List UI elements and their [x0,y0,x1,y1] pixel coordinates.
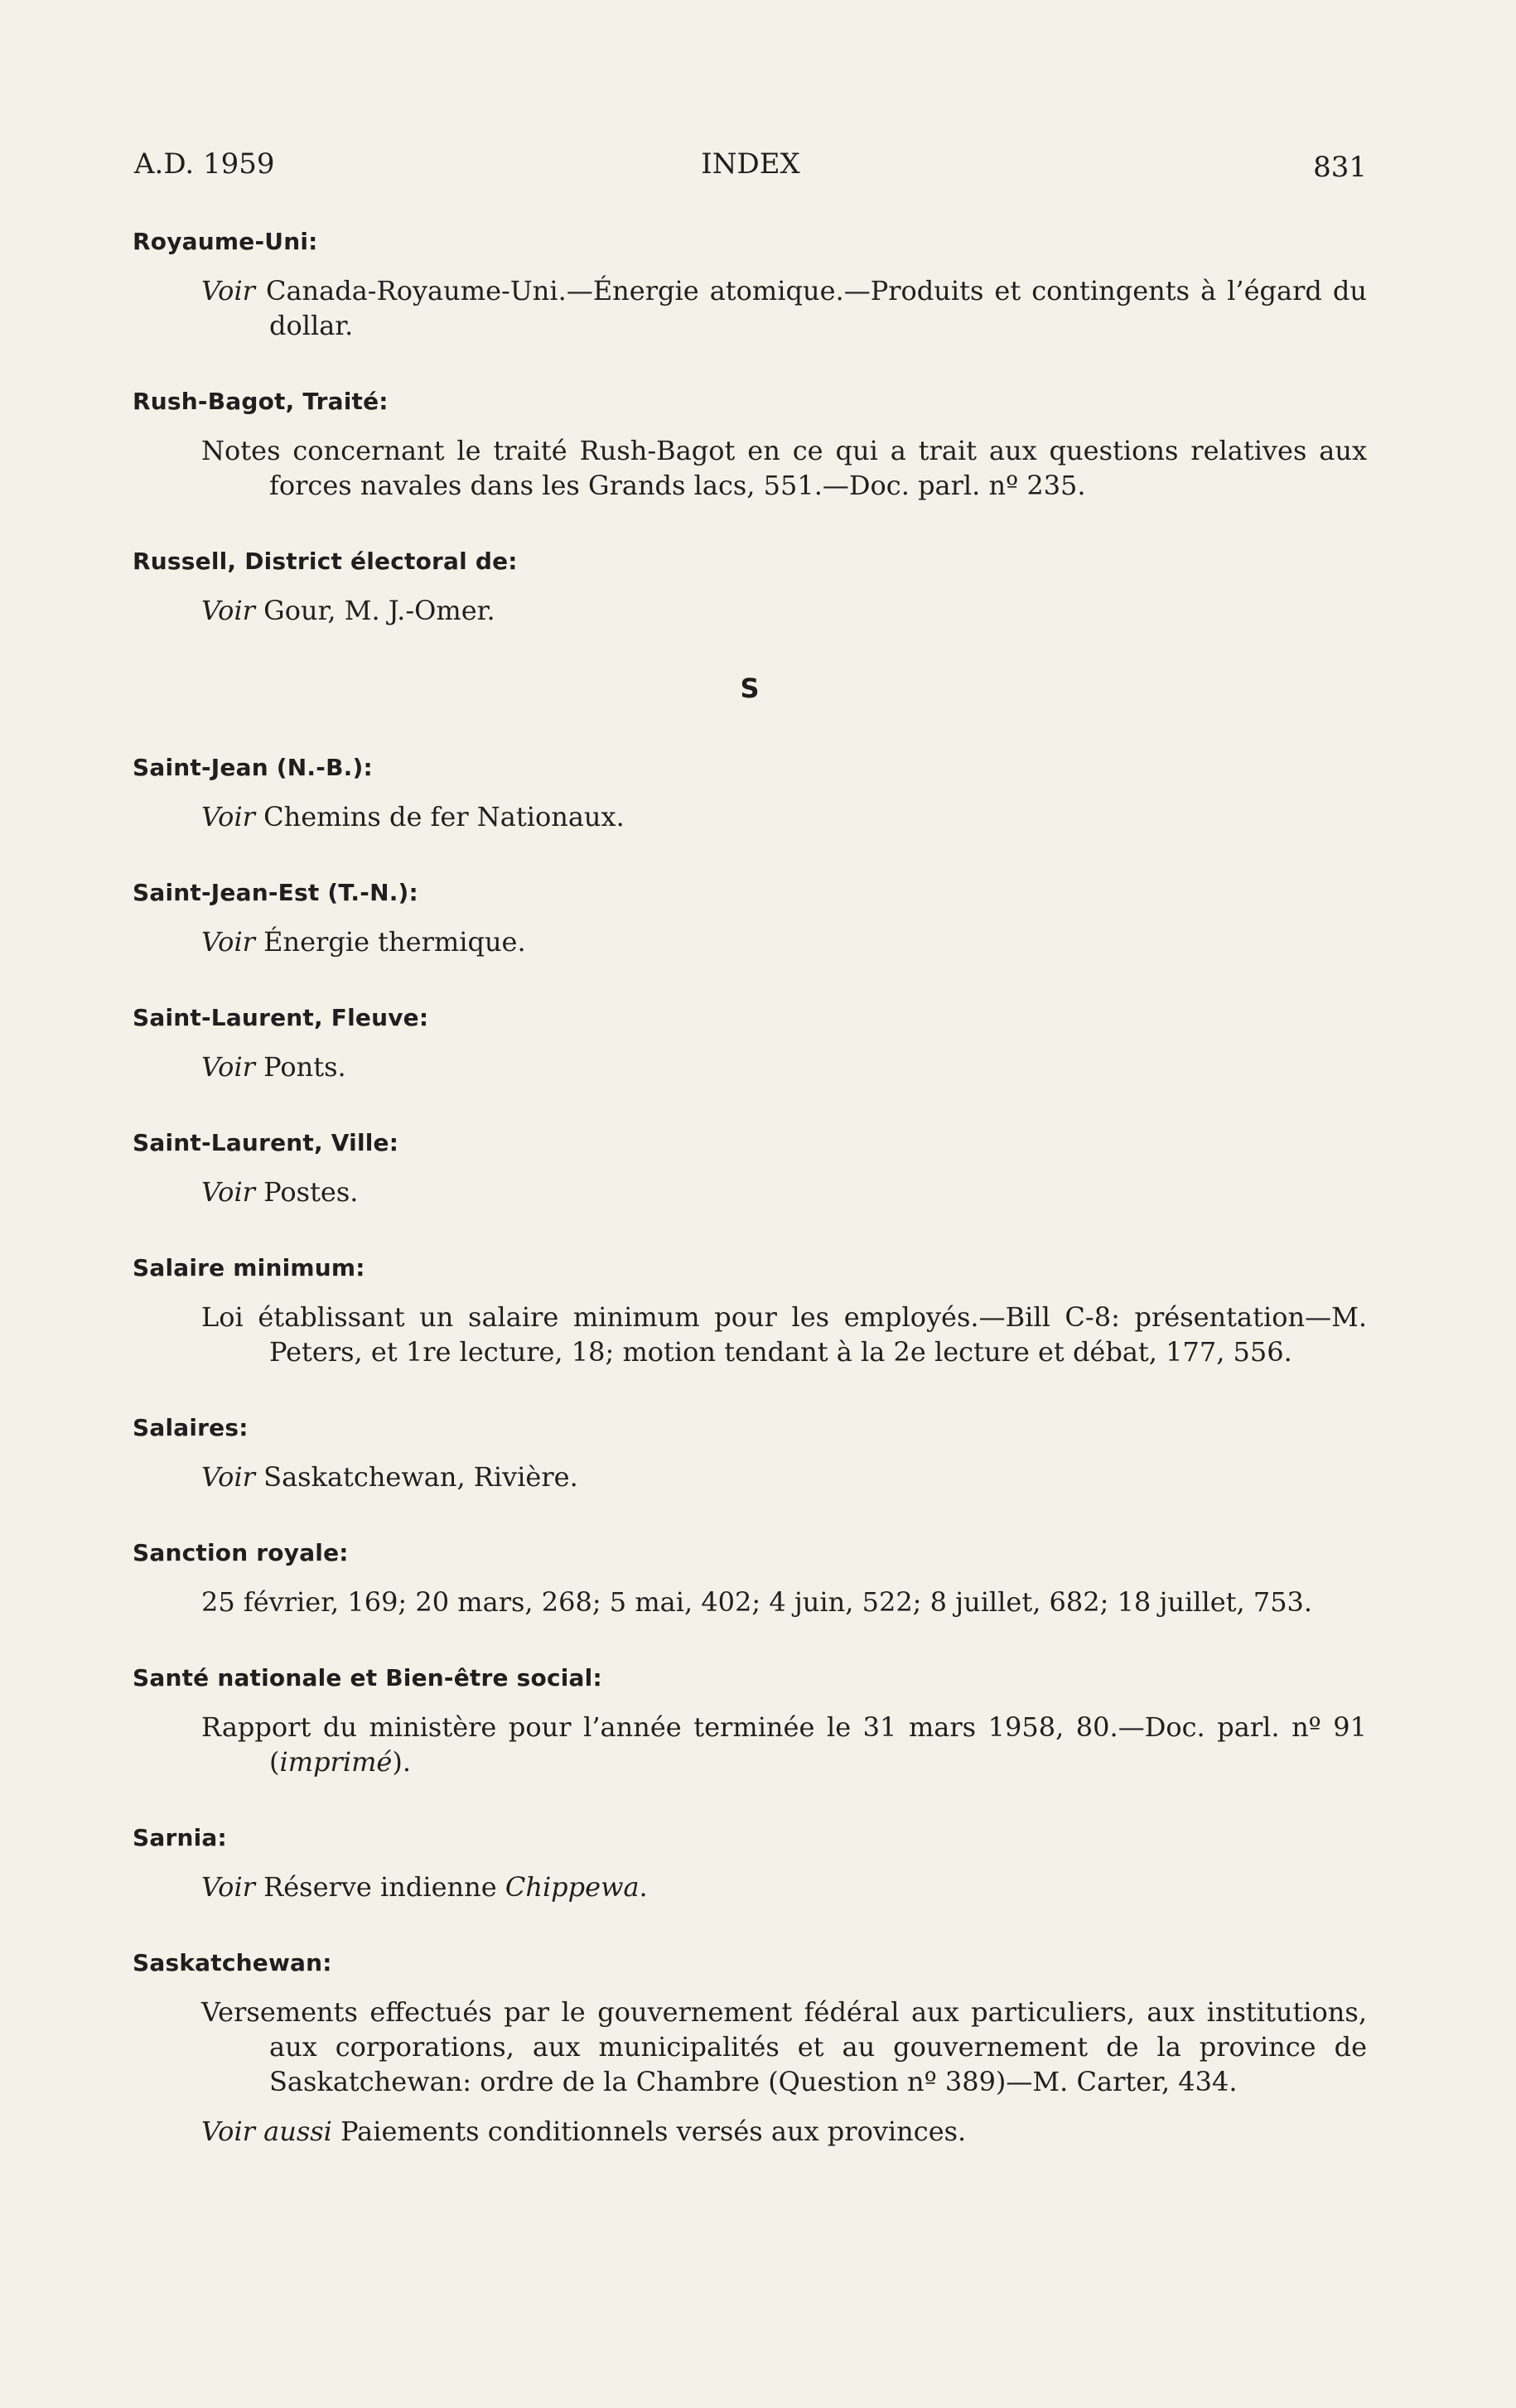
index-entry [133,228,1367,388]
entry-heading: Saint-Jean (N.-B.): [133,754,373,781]
entry-heading: Sarnia: [133,1824,227,1851]
entry-body: Chemins de fer Nationaux. [254,801,625,832]
entry-heading: Saint-Jean-Est (T.-N.): [133,879,418,906]
index-entry [133,1664,1367,1824]
see-reference: Voir [201,1871,255,1903]
entry-text [201,1300,1367,1369]
index-entry [133,1824,1367,1949]
entry-body-end: ). [392,1746,412,1778]
entry-heading: Saint-Laurent, Ville: [133,1129,399,1156]
entry-body: Énergie thermique. [254,926,526,958]
entry-heading: Rush-Bagot, Traité: [133,388,389,415]
entry-heading: Saint-Laurent, Fleuve: [133,1004,429,1031]
see-reference: Voir aussi [201,2116,332,2147]
entry-text [201,1710,1367,1779]
entry-heading: Santé nationale et Bien-être social: [133,1664,602,1691]
entries-before-section [133,228,1367,673]
entry-heading: Salaire minimum: [133,1254,365,1281]
entry-text [201,1460,1367,1494]
entry-body: Notes concernant le traité Rush-Bagot en ce qui a trait aux questions relatives aux forces navales dans les Grands lacs, 551.—Doc. parl. nº 235. [201,435,1367,501]
page-number: 831 [1313,151,1367,184]
entry-body: Loi établissant un salaire minimum pour les employés.—Bill C-8: présentation—M. Peters, et 1re lecture, 18; motion tendant à la 2e lecture et débat, 177, 556. [201,1301,1367,1368]
see-reference: Voir [201,1176,255,1208]
index-entry [133,754,1367,879]
header-title: INDEX [701,147,800,181]
index-entry [133,1414,1367,1539]
see-reference: Voir [201,1461,255,1493]
index-entry [133,1539,1367,1664]
entry-text [201,2114,1367,2149]
index-entry [133,1949,1367,2193]
entry-text [201,924,1367,959]
page-header [134,147,1367,189]
index-entry [133,1254,1367,1414]
entry-text [201,593,1367,628]
entry-heading: Saskatchewan: [133,1949,332,1976]
index-entry [133,1004,1367,1129]
entry-body: Postes. [254,1176,359,1208]
entry-body: Versements effectués par le gouvernement fédéral aux particuliers, aux institutions, aux corporations, aux municipalités et au gouvernement de la province de Saskatchewan: ordre de la Chambre (Question nº 389)—M. Carter, 434. [201,1996,1367,2097]
entry-body: Réserve indienne [254,1871,505,1903]
entry-text [201,799,1367,834]
see-reference: Voir [201,926,255,958]
entry-heading: Salaires: [133,1414,249,1441]
index-entry [133,1129,1367,1254]
entry-body: 25 février, 169; 20 mars, 268; 5 mai, 402; 4 juin, 522; 8 juillet, 682; 18 juillet, 753. [201,1586,1313,1618]
entry-text [201,1995,1367,2099]
entry-text [201,1175,1367,1209]
italic-term: Chippewa [505,1871,640,1903]
see-reference: Voir [201,275,255,306]
entry-heading: Russell, District électoral de: [133,548,518,575]
entries-after-section [133,754,1367,2193]
index-content [133,228,1367,2193]
entry-heading: Sanction royale: [133,1539,349,1566]
entry-text [201,433,1367,503]
entry-text [201,1870,1367,1904]
entry-body-end: . [639,1871,648,1903]
entry-text [201,1585,1367,1619]
see-reference: Voir [201,595,255,626]
index-entry [133,388,1367,548]
index-entry [133,879,1367,1004]
entry-body: Saskatchewan, Rivière. [254,1461,578,1493]
entry-body: Ponts. [254,1051,346,1083]
italic-term: imprimé [279,1746,393,1778]
entry-body: Canada-Royaume-Uni.—Énergie atomique.—Produits et contingents à l’égard du dollar. [254,275,1367,341]
entry-body: Gour, M. J.-Omer. [254,595,495,626]
index-entry [133,548,1367,673]
entry-body: Rapport du ministère pour l’année terminée le 31 mars 1958, 80.—Doc. parl. nº 91 ( [201,1711,1367,1778]
entry-body: Paiements conditionnels versés aux provinces. [331,2116,967,2147]
see-reference: Voir [201,1051,255,1083]
see-reference: Voir [201,801,255,832]
entry-heading: Royaume-Uni: [133,228,318,255]
section-letter: S [740,673,760,704]
header-year: A.D. 1959 [134,147,275,181]
entry-text [201,273,1367,343]
entry-text [201,1050,1367,1084]
